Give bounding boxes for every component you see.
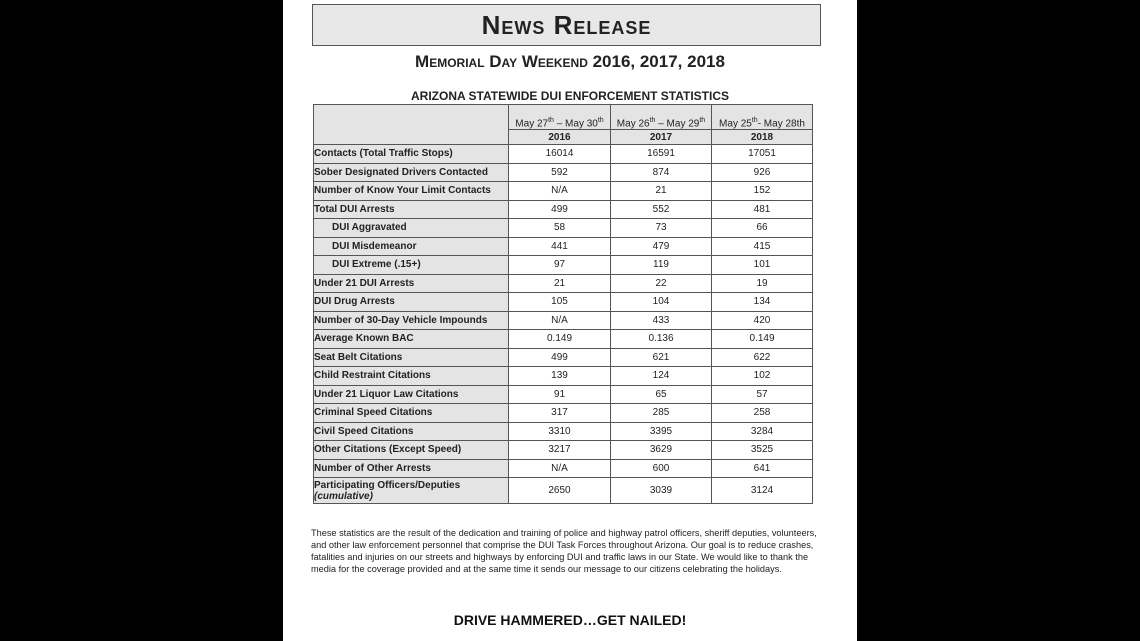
row-label-text: Civil Speed Citations (314, 425, 414, 437)
table-cell: 57 (712, 385, 813, 404)
row-label-text: Number of 30-Day Vehicle Impounds (314, 314, 488, 326)
table-cell: 481 (712, 200, 813, 219)
row-label (314, 145, 509, 164)
row-label (314, 293, 509, 312)
row-label-text: DUI Misdemeanor (332, 240, 417, 252)
row-label (314, 404, 509, 423)
table-cell: 19 (712, 274, 813, 293)
table-cell: 3525 (712, 441, 813, 460)
table-cell: 102 (712, 367, 813, 386)
table-cell: 97 (509, 256, 611, 275)
table-cell: 124 (611, 367, 712, 386)
table-cell: N/A (509, 182, 611, 201)
news-release-page (283, 0, 857, 641)
table-cell: 479 (611, 237, 712, 256)
row-label (314, 478, 509, 504)
title-banner (312, 4, 821, 46)
column-date-range: May 25th- May 28th (712, 105, 813, 130)
row-label (314, 348, 509, 367)
table-cell: 152 (712, 182, 813, 201)
table-cell: 21 (509, 274, 611, 293)
row-label-text: Child Restraint Citations (314, 370, 431, 382)
slogan: DRIVE HAMMERED…GET NAILED! (453, 612, 687, 628)
table-cell: 258 (712, 404, 813, 423)
table-cell: 3395 (611, 422, 712, 441)
table-cell: N/A (509, 459, 611, 478)
table-cell: 0.149 (712, 330, 813, 349)
row-label (314, 200, 509, 219)
table-cell: 420 (712, 311, 813, 330)
table-row (314, 145, 813, 164)
table-cell: 926 (712, 163, 813, 182)
row-label (314, 256, 509, 275)
table-cell: 499 (509, 200, 611, 219)
table-cell: 874 (611, 163, 712, 182)
table-cell: 105 (509, 293, 611, 312)
row-label-text: Participating Officers/Deputies (314, 479, 461, 491)
row-label-text: Number of Know Your Limit Contacts (314, 185, 491, 197)
table-cell: 285 (611, 404, 712, 423)
row-label (314, 311, 509, 330)
dui-statistics-table (313, 104, 813, 504)
table-cell: 17051 (712, 145, 813, 164)
table-cell: 317 (509, 404, 611, 423)
table-cell: 3039 (611, 478, 712, 504)
row-label (314, 330, 509, 349)
column-year: 2017 (611, 130, 712, 145)
release-title: News Release (481, 9, 652, 40)
table-cell: 16014 (509, 145, 611, 164)
table-cell: 622 (712, 348, 813, 367)
release-subtitle: Memorial Day Weekend 2016, 2017, 2018 (415, 52, 725, 71)
row-label (314, 182, 509, 201)
table-cell: 3124 (712, 478, 813, 504)
row-label-text: Total DUI Arrests (314, 203, 395, 215)
table-row (314, 441, 813, 460)
table-row (314, 330, 813, 349)
table-row (314, 385, 813, 404)
table-row (314, 237, 813, 256)
table-row (314, 274, 813, 293)
row-label (314, 459, 509, 478)
table-cell: 139 (509, 367, 611, 386)
footer-paragraph: These statistics are the result of the dedication and training of police and highway patrol officers, sheriff deputies, volunteers, and other law enforcement personnel that comprise the DUI Task Forces throughout Arizona. Our goal is to reduce crashes, fatalities and injuries on our streets and highways by enforcing DUI and traffic laws in our State. We would like to thank the media for the coverage provided and at the same time it sends our message to our citizens celebrating the holidays. (311, 528, 817, 574)
table-cell: N/A (509, 311, 611, 330)
table-row (314, 256, 813, 275)
table-row (314, 311, 813, 330)
table-row (314, 367, 813, 386)
column-year: 2016 (509, 130, 611, 145)
table-cell: 21 (611, 182, 712, 201)
row-label-text: Contacts (Total Traffic Stops) (314, 148, 453, 160)
row-label (314, 219, 509, 238)
table-cell: 592 (509, 163, 611, 182)
row-label-text: Under 21 Liquor Law Citations (314, 388, 459, 400)
column-date-range: May 26th – May 29th (611, 105, 712, 130)
table-cell: 600 (611, 459, 712, 478)
column-date-range: May 27th – May 30th (509, 105, 611, 130)
row-label (314, 441, 509, 460)
table-row (314, 219, 813, 238)
row-label-text: Criminal Speed Citations (314, 407, 433, 419)
row-label (314, 385, 509, 404)
row-label-text: Under 21 DUI Arrests (314, 277, 415, 289)
table-cell: 552 (611, 200, 712, 219)
table-cell: 433 (611, 311, 712, 330)
table-cell: 415 (712, 237, 813, 256)
column-year: 2018 (712, 130, 813, 145)
table-cell: 73 (611, 219, 712, 238)
table-cell: 91 (509, 385, 611, 404)
table-cell: 3217 (509, 441, 611, 460)
table-cell: 0.149 (509, 330, 611, 349)
table-cell: 0.136 (611, 330, 712, 349)
row-label-text: Average Known BAC (314, 333, 414, 345)
table-cell: 621 (611, 348, 712, 367)
row-label-text: DUI Aggravated (332, 222, 407, 234)
table-cell: 16591 (611, 145, 712, 164)
table-cell: 104 (611, 293, 712, 312)
header-corner-cell (314, 105, 509, 145)
row-label-note: (cumulative) (314, 490, 373, 502)
row-label (314, 274, 509, 293)
table-cell: 119 (611, 256, 712, 275)
table-cell: 101 (712, 256, 813, 275)
table-cell: 65 (611, 385, 712, 404)
table-row (314, 459, 813, 478)
table-row (314, 404, 813, 423)
table-cell: 641 (712, 459, 813, 478)
row-label (314, 422, 509, 441)
row-label-text: Seat Belt Citations (314, 351, 403, 363)
table-cell: 2650 (509, 478, 611, 504)
row-label-text: Number of Other Arrests (314, 462, 431, 474)
table-row (314, 478, 813, 504)
table-row (314, 163, 813, 182)
table-cell: 3629 (611, 441, 712, 460)
row-label-text: DUI Drug Arrests (314, 296, 395, 308)
row-label-text: Sober Designated Drivers Contacted (314, 166, 488, 178)
table-row (314, 200, 813, 219)
table-row (314, 293, 813, 312)
table-cell: 3284 (712, 422, 813, 441)
table-cell: 441 (509, 237, 611, 256)
table-row (314, 348, 813, 367)
table-cell: 499 (509, 348, 611, 367)
table-cell: 22 (611, 274, 712, 293)
row-label (314, 237, 509, 256)
row-label-text: DUI Extreme (.15+) (332, 259, 421, 271)
row-label (314, 163, 509, 182)
table-row (314, 182, 813, 201)
table-row (314, 422, 813, 441)
table-cell: 3310 (509, 422, 611, 441)
table-cell: 66 (712, 219, 813, 238)
table-cell: 134 (712, 293, 813, 312)
table-title: ARIZONA STATEWIDE DUI ENFORCEMENT STATISTICS (411, 89, 729, 103)
row-label-text: Other Citations (Except Speed) (314, 444, 462, 456)
table-cell: 58 (509, 219, 611, 238)
row-label (314, 367, 509, 386)
